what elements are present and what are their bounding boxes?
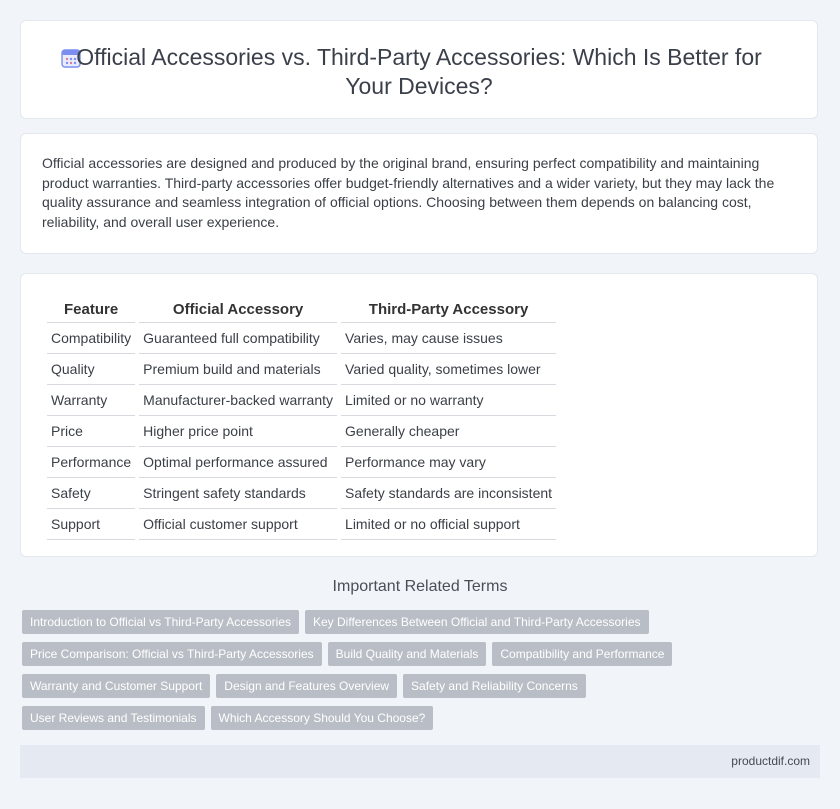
related-term-tag[interactable]: User Reviews and Testimonials [22,706,205,730]
table-cell: Varied quality, sometimes lower [341,354,556,385]
table-row [47,416,556,447]
table-row [47,509,556,540]
related-term-tag[interactable]: Key Differences Between Official and Third-Party Accessories [305,610,649,634]
footer-site-link[interactable]: productdif.com [731,754,810,768]
table-cell: Limited or no warranty [341,385,556,416]
table-cell: Safety [47,478,135,509]
related-term-tag[interactable]: Which Accessory Should You Choose? [211,706,434,730]
table-header-row [47,294,556,323]
table-row [47,354,556,385]
table-cell: Warranty [47,385,135,416]
intro-paragraph: Official accessories are designed and produced by the original brand, ensuring perfect compatibility and maintaining product warranties. Third-party accessories offer budget-friendly alternatives and a wider variety, but they may lack the quality assurance and seamless integration of official options. Choosing between them depends on balancing cost, reliability, and overall user experience. [42,155,775,230]
table-cell: Optimal performance assured [139,447,337,478]
related-term-tag[interactable]: Safety and Reliability Concerns [403,674,586,698]
table-cell: Generally cheaper [341,416,556,447]
table-cell: Performance [47,447,135,478]
table-cell: Guaranteed full compatibility [139,323,337,354]
related-term-tag[interactable]: Build Quality and Materials [328,642,487,666]
related-terms-title: Important Related Terms [332,578,508,595]
table-row [47,478,556,509]
page-title-text: Official Accessories vs. Third-Party Accessories: Which Is Better for Your Devices? [76,44,762,99]
related-term-tag[interactable]: Price Comparison: Official vs Third-Party Accessories [22,642,322,666]
table-row [47,447,556,478]
table-cell: Varies, may cause issues [341,323,556,354]
related-term-tag[interactable]: Introduction to Official vs Third-Party Accessories [22,610,299,634]
intro-card [20,133,818,254]
related-term-tag[interactable]: Warranty and Customer Support [22,674,210,698]
table-cell: Performance may vary [341,447,556,478]
footer-bar [20,745,820,778]
table-cell: Manufacturer-backed warranty [139,385,337,416]
related-term-tag[interactable]: Design and Features Overview [216,674,397,698]
page-title [21,43,817,101]
column-header: Official Accessory [139,294,337,323]
table-row [47,323,556,354]
related-term-tag[interactable]: Compatibility and Performance [492,642,672,666]
related-terms-list [22,610,702,730]
table-cell: Higher price point [139,416,337,447]
comparison-table-card [20,273,818,557]
table-cell: Official customer support [139,509,337,540]
table-cell: Premium build and materials [139,354,337,385]
table-cell: Price [47,416,135,447]
header-card [20,20,818,119]
table-cell: Stringent safety standards [139,478,337,509]
table-cell: Limited or no official support [341,509,556,540]
column-header: Third-Party Accessory [341,294,556,323]
table-row [47,385,556,416]
table-cell: Compatibility [47,323,135,354]
table-cell: Quality [47,354,135,385]
table-cell: Safety standards are inconsistent [341,478,556,509]
comparison-table [43,294,560,540]
column-header: Feature [47,294,135,323]
table-cell: Support [47,509,135,540]
